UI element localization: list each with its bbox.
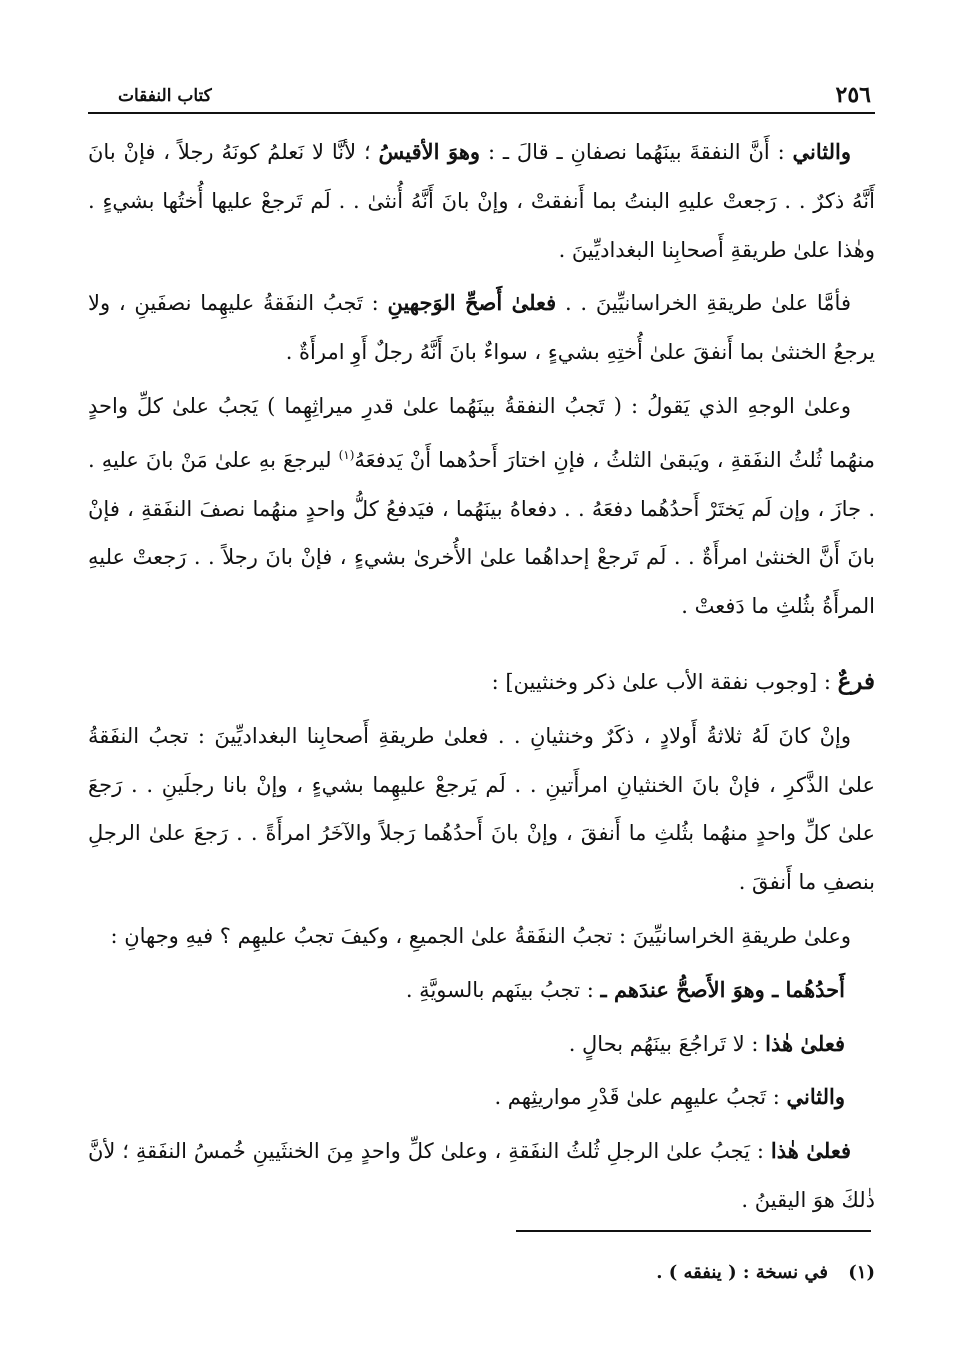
main-text	[88, 128, 875, 1230]
p2-bold: فعلىٰ أَصحِّ الوَجهينِ	[387, 290, 557, 316]
p8-bold: والثاني	[786, 1084, 845, 1110]
p8-text: : تَجبُ عليهِم علىٰ قَدْرِ مواريثِهم .	[494, 1085, 787, 1110]
page	[88, 70, 875, 1310]
p7-bold: فعلىٰ هٰذا	[765, 1030, 845, 1056]
p1-bold: وهوَ الأقيسُ	[378, 139, 481, 164]
p2-text-2: : تَجبُ النفَقةُ عليهِما نصفَينِ ، ولا يرجعُ الخنثىٰ بما أَنفقَ علىٰ أُختِهِ بشيءٍ ، سواءٌ بانَ أَنَّهُ رجلٌ أَوِ امرأَةٌ .	[88, 291, 875, 365]
paragraph-8	[88, 1073, 875, 1122]
paragraph-6	[88, 966, 875, 1015]
p6-text: : تجبُ بينَهم بالسويَّةِ .	[405, 977, 601, 1002]
p5-text: وعلىٰ طريقةِ الخراسانيِّينَ : تجبُ النفَقةُ علىٰ الجميعِ ، وكيفَ تجبُ عليهِم ؟ فيهِ وجهانِ :	[110, 923, 851, 948]
footnote-text: في نسخة : ( ينفقه ) .	[656, 1262, 828, 1283]
p3-text-1: وعلىٰ الوجهِ الذي يَقولُ : ( تَجبُ النفقةُ بينَهُما علىٰ قدرِ ميراثِهِما ) يَجبُ علىٰ كلِّ واحدٍ منهُما ثُلثُ النفَقةِ ، ويَبقىٰ الثلثُ ، فإنِ اختارَ أَحدُهما أَنْ يَدفعَهُ	[88, 393, 875, 472]
page-number: ٢٥٦	[835, 82, 871, 108]
footnote-number: (١)	[848, 1262, 875, 1283]
footnote-rule	[516, 1230, 871, 1232]
section-gap	[88, 636, 875, 658]
footnote-marker: (١)	[338, 447, 355, 462]
p9-text: : يَجبُ علىٰ الرجلِ ثُلثُ النفَقةِ ، وعلىٰ كلِّ واحدٍ مِنَ الخنثَيينِ خُمسُ النفَقةِ ؛ لأنَّ ذٰلكَ هوَ اليقينُ .	[88, 1139, 875, 1212]
running-title: كتاب النفقات	[118, 86, 212, 106]
p3-text-2: ليرجعَ بهِ علىٰ مَنْ بانَ عليهِ . . جازَ ، وإن لَم يَختَرْ أَحدُهُما دفعَهُ . . دفعاهُ بينَهُما ، فيَدفعُ كلُّ واحدٍ منهُما نصفَ النفَقةِ ، فإنْ بانَ أَنَّ الخنثىٰ امرأَةٌ . . لَم تَرجعْ إحداهُما علىٰ الأُخرىٰ بشيءٍ ، فإنْ بانَ رجلاً . . رَجعتْ عليهِ المرأَةُ بثُلثِ ما دَفعتْ .	[88, 447, 875, 619]
branch-title: : [وجوب نفقة الأب علىٰ ذكر وخنثيين] :	[491, 669, 838, 694]
p9-bold: فعلىٰ هٰذا	[770, 1138, 851, 1164]
paragraph-2	[88, 279, 875, 377]
p6-bold: أَحدُهُما ـ وهوَ الأَصحُّ عندَهم ـ	[600, 976, 845, 1002]
p1-lead: والثاني	[792, 139, 851, 164]
paragraph-3	[88, 382, 875, 631]
paragraph-5	[88, 912, 875, 961]
branch-heading	[88, 658, 875, 707]
paragraph-4	[88, 712, 875, 907]
p4-text: وإنْ كانَ لَهُ ثلاثةُ أَولادٍ ، ذكَرٌ وخنثيانِ . . فعلىٰ طريقةِ أَصحابِنا البغداديِّينَ : تجبُ النفَقةُ علىٰ الذَّكرِ ، فإنْ بانَ الخنثيانِ امرأَتينِ . . لَم يَرجعْ عليهِما بشيءٍ ، وإنْ بانا رجلَينِ . . رَجعَ علىٰ كلِّ واحدٍ منهُما بثُلثِ ما أَنفقَ ، وإنْ بانَ أَحدُهُما رَجلاً والآخَرُ امرأَةً . . رَجعَ علىٰ الرجلِ بنصفِ ما أَنفقَ .	[88, 723, 875, 895]
paragraph-1	[88, 128, 875, 274]
p7-text: : لا تَراجُعَ بينَهُم بحالٍ .	[568, 1031, 766, 1056]
page-header	[88, 80, 875, 114]
p1-text-1: : أَنَّ النفقةَ بينَهُما نصفانِ ـ قالَ ـ :	[480, 140, 793, 164]
branch-lead: فرعٌ	[837, 667, 875, 695]
p2-text-1: فأمَّا علىٰ طريقةِ الخراسانيِّينَ . .	[556, 291, 851, 316]
footnote	[88, 1262, 875, 1283]
paragraph-9	[88, 1127, 875, 1225]
p1-text-2: ؛ لأنَّا لا نَعلمُ كونَهُ رجلاً ، فإنْ بانَ أَنَّهُ ذكرٌ . . رَجعتْ عليهِ البنتُ بما أَنفقتْ ، وإنْ بانَ أَنَّهُ أُنثىٰ . . لَم تَرجعْ عليها أُختُها بشيءٍ . وهٰذا علىٰ طريقةِ أَصحابِنا البغداديِّينَ .	[88, 140, 875, 262]
paragraph-7	[88, 1020, 875, 1069]
header-rule	[88, 112, 875, 114]
